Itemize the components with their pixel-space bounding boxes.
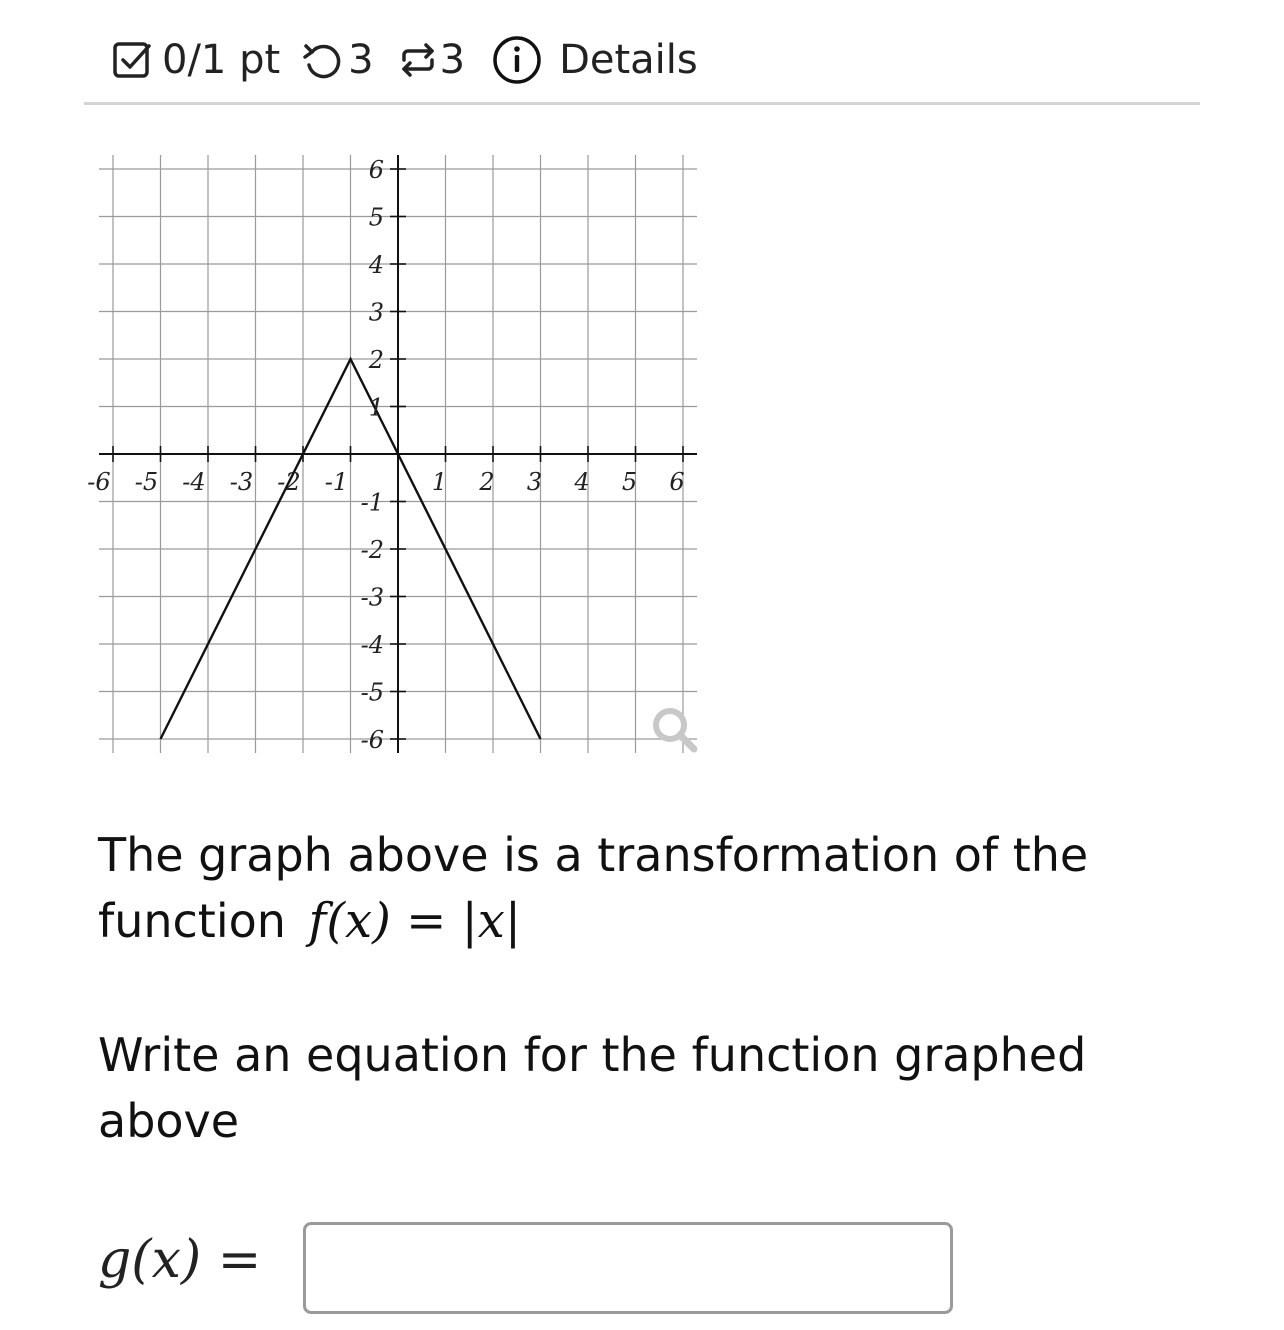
y-tick-label: 2: [368, 346, 384, 374]
attempts-count: 3: [439, 37, 466, 83]
answer-label: g(x) =: [98, 1230, 262, 1290]
x-tick-label: -6: [87, 468, 111, 496]
y-tick-label: -5: [360, 678, 384, 707]
magnifier-icon[interactable]: [656, 711, 694, 749]
x-tick-label: 1: [431, 468, 448, 496]
y-tick-label: 3: [368, 298, 384, 327]
answer-row: [98, 1230, 261, 1290]
y-tick-label: 4: [368, 251, 384, 279]
question-line-1: The graph above is a transformation of the: [98, 828, 1089, 882]
y-tick-label: -1: [360, 488, 384, 517]
y-tick-label: 5: [368, 203, 384, 232]
x-tick-label: -4: [182, 468, 206, 496]
y-tick-label: 1: [368, 393, 384, 422]
answer-input[interactable]: [303, 1222, 953, 1314]
y-tick-label: -3: [360, 583, 384, 612]
y-tick-label: 6: [368, 156, 384, 184]
question-line-2-prefix: function: [98, 894, 286, 948]
question-text: [98, 822, 1088, 954]
score-text: 0/1 pt: [162, 37, 281, 83]
fx-equation: f(x) = |x|: [308, 893, 521, 949]
retries-count: 3: [348, 37, 374, 83]
y-tick-label: -2: [360, 536, 384, 564]
x-tick-label: 5: [621, 468, 638, 496]
instruction-line-1: Write an equation for the function graphed: [98, 1028, 1087, 1082]
question-line-2: [98, 888, 1088, 954]
x-tick-label: -5: [134, 468, 159, 496]
details-label[interactable]: Details: [559, 37, 698, 83]
x-tick-label: 6: [669, 468, 685, 496]
x-tick-label: -2: [277, 468, 301, 496]
instruction-text: [98, 1022, 1086, 1154]
y-tick-label: -4: [360, 631, 384, 659]
instruction-line-2: above: [98, 1094, 240, 1148]
x-tick-label: 4: [574, 468, 590, 496]
x-tick-label: -3: [229, 468, 254, 496]
y-tick-label: -6: [360, 726, 384, 754]
x-tick-label: 3: [526, 468, 543, 496]
x-tick-label: 2: [479, 468, 495, 496]
x-tick-label: -1: [324, 468, 349, 496]
